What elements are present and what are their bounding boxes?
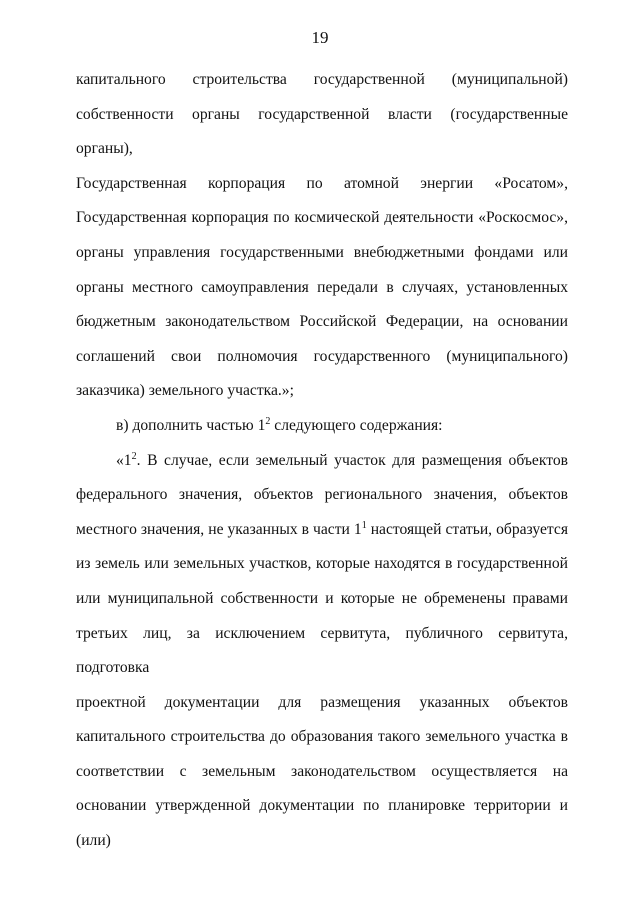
superscript: 1 (361, 519, 367, 531)
superscript: 2 (265, 415, 271, 427)
text-line: органы местного самоуправления передали в случаях, установленных (76, 278, 568, 296)
quote-open: «1 (116, 451, 132, 469)
text-line: третьих лиц, за исключением сервитута, публичного сервитута, подготовка (76, 624, 568, 677)
text-line: Государственная корпорация по атомной энергии «Росатом», (76, 174, 568, 192)
text-line: капитального строительства государственной (муниципальной) (76, 71, 568, 88)
paragraph-first-line (76, 444, 568, 479)
page-number: 19 (311, 28, 329, 47)
amendment-item-v (76, 409, 568, 444)
amendment-text: следующего содержания: (270, 416, 443, 434)
text-line-with-superscript (76, 513, 568, 548)
text-line: или муниципальной собственности и которые не обременены правами (76, 589, 568, 607)
document-body (76, 63, 568, 859)
text-line: соответствии с земельным законодательством осуществляется на (76, 762, 568, 780)
text-line: основании утвержденной документации по планировке территории и (или) (76, 797, 568, 850)
text-line: соглашений свои полномочия государственного (муниципального) (76, 347, 568, 365)
text-line: бюджетным законодательством Российской Федерации, на основании (76, 313, 568, 331)
text-line: Государственная корпорация по космической деятельности «Роскосмос», (76, 209, 568, 227)
paragraph-text: . В случае, если земельный участок для размещения объектов (136, 451, 568, 469)
text-line: проектной документации для размещения указанных объектов (76, 693, 568, 711)
text-line: капитального строительства до образования такого земельного участка в (76, 728, 568, 746)
text-line: органы управления государственными внебюджетными фондами или (76, 243, 568, 261)
amendment-text: в) дополнить частью 1 (116, 416, 266, 434)
text-line: заказчика) земельного участка.»; (76, 382, 294, 400)
paragraph-text: местного значения, не указанных в части 1 (76, 520, 362, 538)
superscript: 2 (131, 450, 137, 462)
text-line: из земель или земельных участков, которые находятся в государственной (76, 555, 568, 573)
text-line: федерального значения, объектов регионального значения, объектов (76, 486, 568, 504)
paragraph-text: настоящей статьи, образуется (366, 520, 568, 538)
text-line: собственности органы государственной власти (государственные органы), (76, 105, 568, 158)
